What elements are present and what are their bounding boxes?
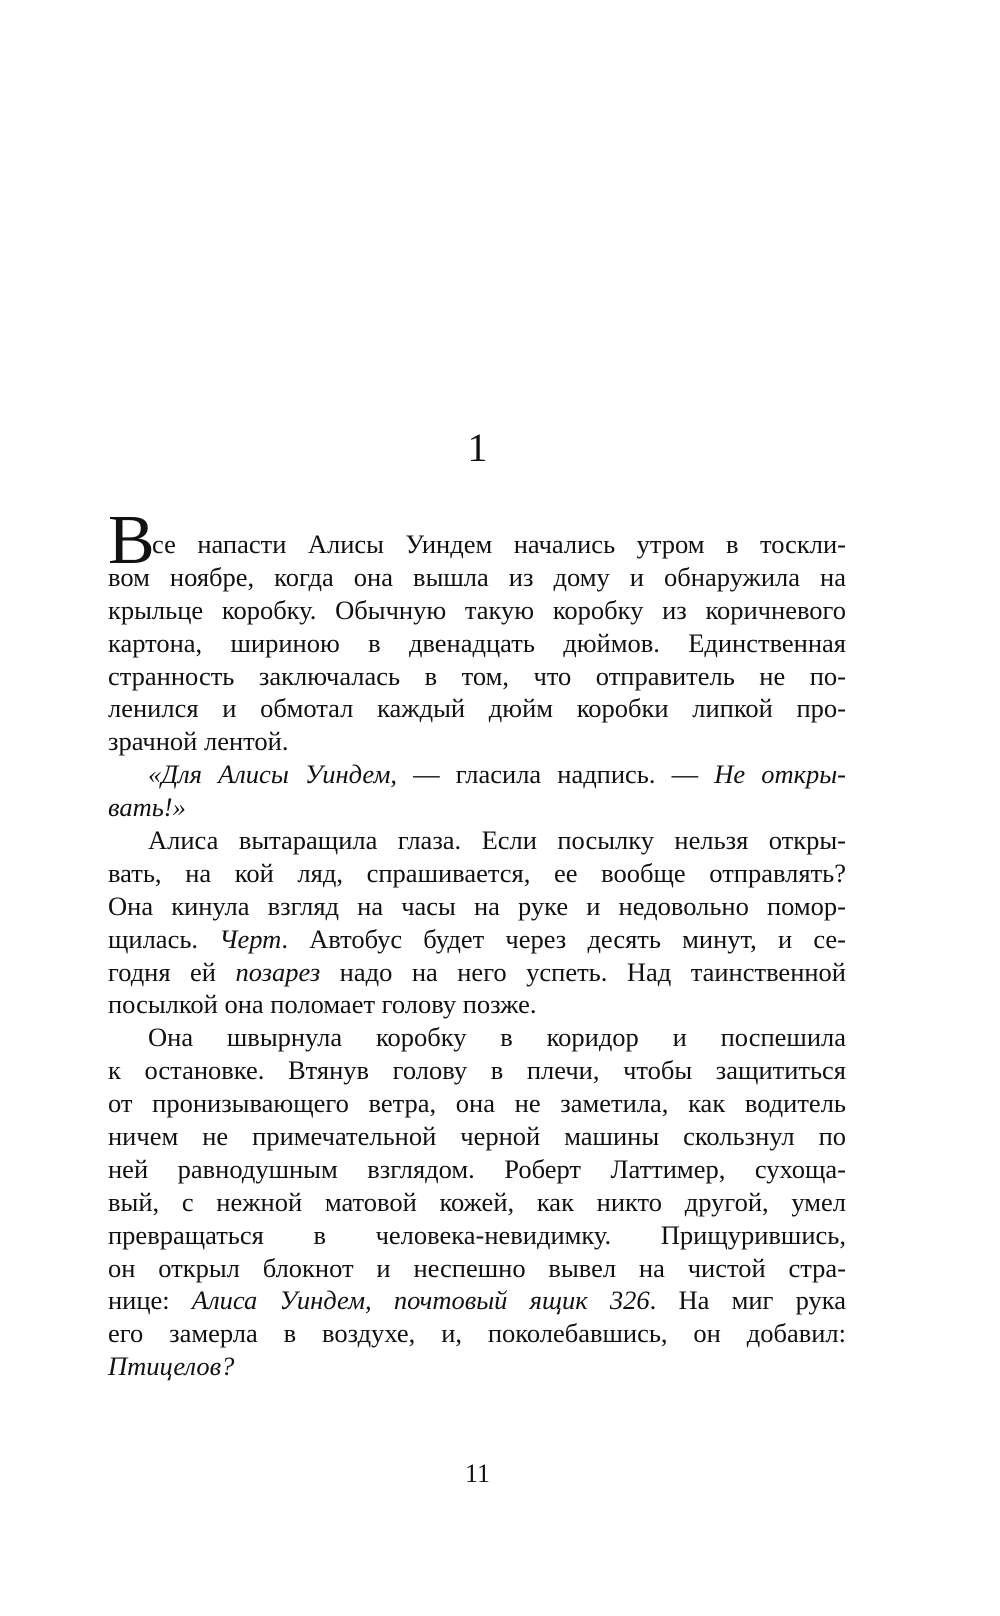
text-line: Она швырнула коробку в коридор и поспешила (148, 1022, 846, 1053)
text-line: «Для Алисы Уиндем, — гласила надпись. — Не откры- (148, 759, 846, 790)
text-line: ленился и обмотал каждый дюйм коробки липкой про- (108, 693, 846, 724)
text-line: годня ей позарез надо на него успеть. Над таинственной (108, 956, 846, 987)
text-line: странность заключалась в том, что отправитель не по- (108, 660, 846, 691)
italic-note: Алиса Уиндем, почтовый ящик 326 (191, 1285, 650, 1316)
text-line: вом ноябре, когда она вышла из дому и обнаружила на (108, 561, 846, 592)
italic-word: позарез (235, 956, 321, 987)
text-line: ней равнодушным взглядом. Роберт Латтимер, сухоща- (108, 1153, 846, 1184)
text-line: нице: Алиса Уиндем, почтовый ящик 326. На миг рука (108, 1285, 847, 1316)
text-line: Птицелов? (108, 1351, 235, 1382)
body-text (108, 502, 847, 1383)
text-line: зрачной лентой. (108, 726, 289, 757)
text-line: от пронизывающего ветра, она не заметила, как водитель (108, 1088, 846, 1119)
italic-word: Черт (219, 923, 282, 954)
text-line: В се напасти Алисы Уиндем начались утром в тоскли- (108, 502, 846, 579)
text-line: превращаться в человека-невидимку. Прищурившись, (108, 1219, 846, 1250)
page-number: 11 (464, 1459, 491, 1488)
text-line: его замерла в воздухе, и, поколебавшись, он добавил: (108, 1318, 846, 1349)
italic-quote: Не откры- (714, 759, 846, 790)
text-line: вать!» (108, 792, 186, 823)
text-line: Она кинула взгляд на часы на руке и недовольно помор- (108, 890, 846, 921)
drop-cap: В (108, 502, 155, 579)
text-line: щилась. Черт. Автобус будет через десять минут, и се- (108, 923, 847, 954)
text-line: посылкой она поломает голову позже. (108, 989, 537, 1020)
text-line: он открыл блокнот и неспешно вывел на чистой стра- (108, 1252, 846, 1283)
text-line: ничем не примечательной черной машины скользнул по (108, 1121, 846, 1152)
text-line: к остановке. Втянув голову в плечи, чтобы защититься (108, 1055, 846, 1086)
text-line: вать, на кой ляд, спрашивается, ее вообще отправлять? (108, 857, 846, 888)
text-line: крыльце коробку. Обычную такую коробку из коричневого (108, 594, 846, 625)
text-line: картона, шириною в двенадцать дюймов. Единственная (108, 627, 846, 658)
chapter-number: 1 (467, 425, 488, 470)
italic-quote: «Для Алисы Уиндем, (148, 759, 398, 790)
text-line: Алиса вытаращила глаза. Если посылку нельзя откры- (148, 825, 846, 856)
text-line: вый, с нежной матовой кожей, как никто другой, умел (108, 1186, 846, 1217)
